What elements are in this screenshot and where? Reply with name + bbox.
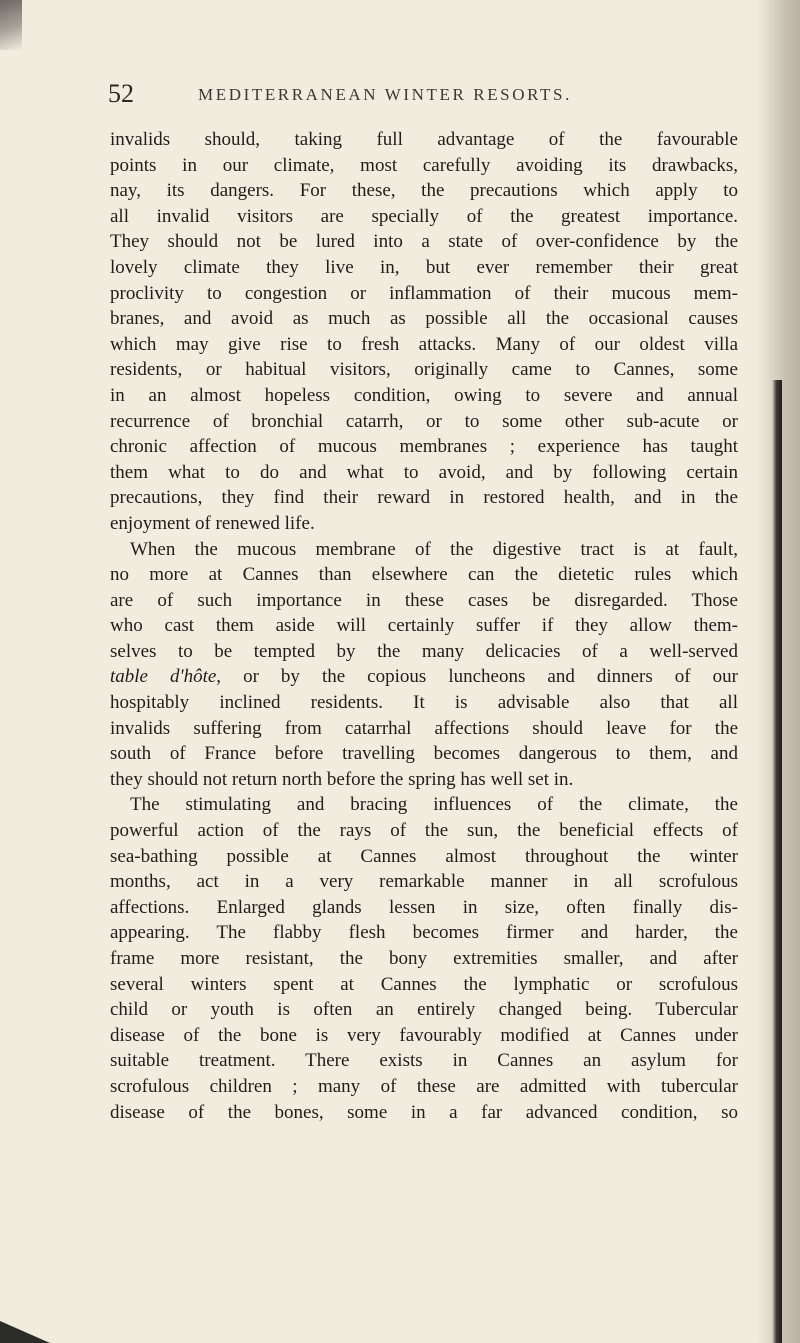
text-line: months, act in a very remarkable manner in all scrofulous (110, 871, 738, 893)
text-line: invalids should, taking full advantage of the favourable (110, 129, 738, 150)
text-line: sea-bathing possible at Cannes almost throughout the winter (110, 845, 738, 867)
text-line: disease of the bones, some in a far advanced condition, so (110, 1101, 738, 1123)
text-line: precautions, they find their reward in restored health, and in the (110, 487, 738, 509)
italic-phrase: table d'hôte (110, 666, 217, 688)
text-line: child or youth is often an entirely changed being. Tubercular (110, 999, 738, 1021)
text-line: are of such importance in these cases be disregarded. Those (110, 589, 738, 611)
page-number: 52 (108, 79, 134, 108)
binding-edge (772, 380, 782, 1343)
text-line: scrofulous children ; many of these are admitted with tubercular (110, 1075, 738, 1097)
text-line: who cast them aside will certainly suffer if they allow them- (110, 615, 738, 637)
text-line: The stimulating and bracing influences of the climate, the (130, 794, 738, 816)
text-line: When the mucous membrane of the digestive tract is at fault, (130, 538, 738, 560)
text-line: points in our climate, most carefully avoiding its drawbacks, (110, 154, 738, 176)
text-line: branes, and avoid as much as possible all the occasional causes (110, 308, 738, 330)
text-line: invalids suffering from catarrhal affections should leave for the (110, 717, 738, 739)
text-line: suitable treatment. There exists in Cannes an asylum for (110, 1050, 738, 1072)
text-line: them what to do and what to avoid, and by following certain (110, 461, 738, 483)
text-line: appearing. The flabby flesh becomes firmer and harder, the (110, 922, 738, 944)
text-line: south of France before travelling becomes dangerous to them, and (110, 743, 738, 765)
text-line: lovely climate they live in, but ever remember their great (110, 256, 738, 278)
text-line: several winters spent at Cannes the lymphatic or scrofulous (110, 973, 738, 995)
text-line: they should not return north before the spring has well set in. (110, 768, 574, 790)
body-text (110, 127, 738, 1125)
text-line: nay, its dangers. For these, the precautions which apply to (110, 180, 738, 202)
text-line: affections. Enlarged glands lessen in size, often finally dis- (110, 896, 738, 918)
page-header (108, 78, 748, 110)
text-line: residents, or habitual visitors, originally came to Cannes, some (110, 359, 738, 381)
text-line: no more at Cannes than elsewhere can the dietetic rules which (110, 564, 738, 586)
scan-shadow-corner (0, 0, 22, 50)
text-line: recurrence of bronchial catarrh, or to some other sub-acute or (110, 410, 738, 432)
text-line: in an almost hopeless condition, owing to severe and annual (110, 384, 738, 406)
text-line: powerful action of the rays of the sun, the beneficial effects of (110, 820, 738, 842)
text-line: chronic affection of mucous membranes ; experience has taught (110, 436, 738, 458)
text-line: enjoyment of renewed life. (110, 512, 315, 534)
text-line: frame more resistant, the bony extremities smaller, and after (110, 948, 738, 969)
text-line: which may give rise to fresh attacks. Many of our oldest villa (110, 333, 738, 355)
text-line: proclivity to congestion or inflammation of their mucous mem- (110, 282, 738, 304)
text-line: selves to be tempted by the many delicacies of a well-served (110, 640, 738, 662)
text-line: hospitably inclined residents. It is advisable also that all (110, 692, 738, 714)
scan-shadow-bottom-corner (0, 1321, 50, 1343)
text-line: all invalid visitors are specially of the greatest importance. (110, 205, 738, 227)
running-head: MEDITERRANEAN WINTER RESORTS. (198, 85, 572, 104)
text-line: They should not be lured into a state of over-confidence by the (110, 231, 738, 253)
text-line: table d'hôte, or by the copious luncheons and dinners of our (110, 666, 738, 688)
text-line: disease of the bone is very favourably modified at Cannes under (110, 1024, 738, 1046)
